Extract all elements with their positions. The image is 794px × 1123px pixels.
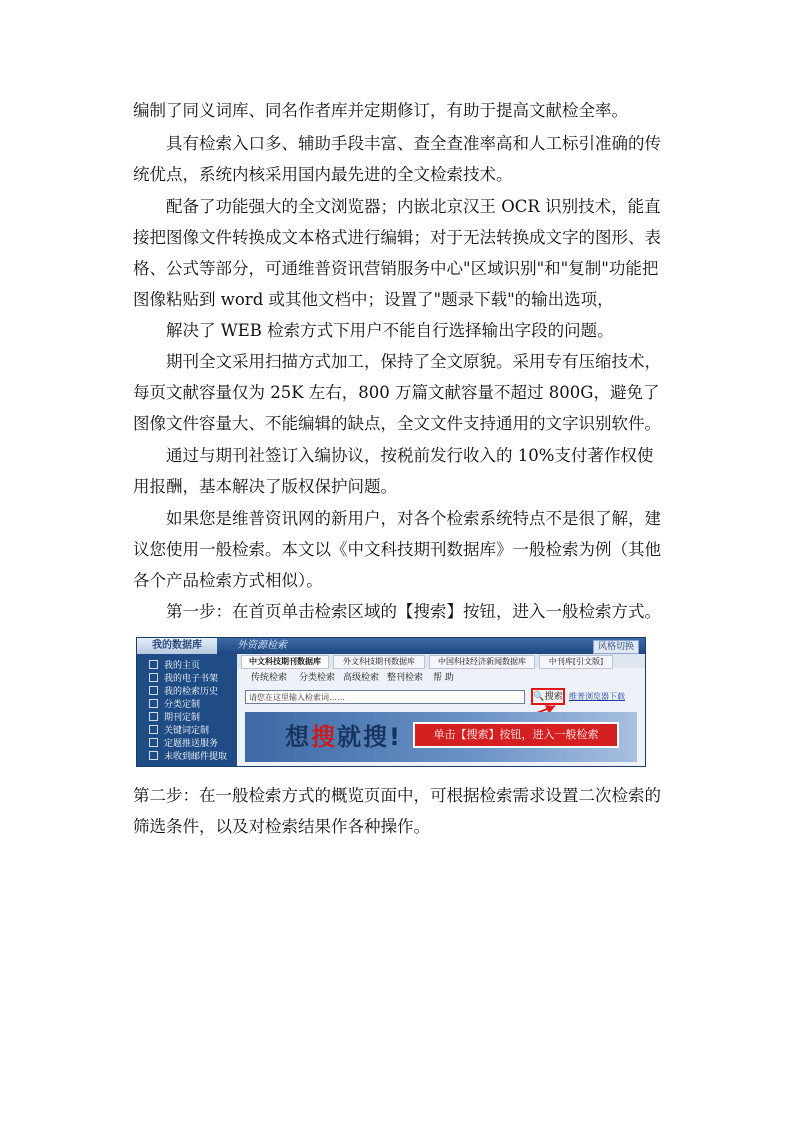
sidebar-item-search-history[interactable]: 我的检索历史 (149, 686, 218, 699)
magnifier-icon: 🔍 (533, 692, 545, 702)
sidebar-item-journal-subscription[interactable]: 期刊定制 (149, 712, 200, 725)
sidebar-item-category-subscription[interactable]: 分类定制 (149, 699, 200, 712)
slogan-text: 想搜就搜! (285, 723, 402, 751)
square-bullet-icon (149, 712, 158, 721)
browser-download-link[interactable]: 维普浏览器下载 (569, 692, 625, 701)
nav-journal-search[interactable]: 整刊检索 (387, 673, 424, 683)
search-input[interactable]: 请您在这里输入检索词…… (245, 690, 525, 704)
paragraph-2: 具有检索入口多、辅助手段丰富、查全查准率高和人工标引准确的传统优点，系统内核采用国内最先进的全文检索技术。 (133, 134, 661, 184)
paragraph-7: 如果您是维普资讯网的新用户，对各个检索系统特点不是很了解，建议您使用一般检索。本文以《中文科技期刊数据库》一般检索为例（其他各个产品检索方式相似）。 (133, 509, 661, 590)
top-tab-bar (137, 638, 645, 654)
search-screenshot-figure (136, 637, 646, 767)
square-bullet-icon (149, 751, 158, 760)
paragraph-9: 第二步：在一般检索方式的概览页面中，可根据检索需求设置二次检索的筛选条件，以及对检索结果作各种操作。 (133, 786, 661, 836)
sidebar-item-my-home[interactable]: 我的主页 (149, 660, 200, 673)
sidebar-item-keyword-subscription[interactable]: 关键词定制 (149, 725, 209, 738)
sidebar-item-mail-retrieval[interactable]: 未收到邮件提取 (149, 751, 227, 764)
square-bullet-icon (149, 738, 158, 747)
callout-label: 单击【搜索】按钮，进入一般检索 (413, 722, 619, 748)
main-panel (237, 654, 645, 766)
nav-advanced-search[interactable]: 高级检索 (343, 673, 380, 683)
paragraph-6: 通过与期刊社签订入编协议，按税前发行收入的 10%支付著作权使用报酬，基本解决了版权保护问题。 (133, 446, 654, 496)
sidebar (137, 654, 237, 766)
square-bullet-icon (149, 660, 158, 669)
tab-foreign-journal-db[interactable]: 外文科技期刊数据库 (333, 655, 425, 669)
tab-outer-resource-search[interactable]: 外资源检索 (237, 640, 287, 651)
square-bullet-icon (149, 686, 158, 695)
nav-help[interactable]: 帮 助 (433, 673, 454, 683)
square-bullet-icon (149, 699, 158, 708)
tab-economic-news-db[interactable]: 中国科技经济新闻数据库 (429, 655, 535, 669)
nav-traditional-search[interactable]: 传统检索 (251, 673, 288, 683)
paragraph-8: 第一步：在首页单击检索区域的【搜索】按钮，进入一般检索方式。 (166, 602, 661, 621)
paragraph-4: 解决了 WEB 检索方式下用户不能自行选择输出字段的问题。 (166, 321, 614, 340)
tab-my-database[interactable]: 我的数据库 (137, 638, 217, 654)
paragraph-1: 编制了同义词库、同名作者库并定期修订，有助于提高文献检全率。 (133, 101, 628, 120)
style-switch-button[interactable]: 风格切换 (593, 640, 639, 654)
sidebar-item-ebook-shelf[interactable]: 我的电子书架 (149, 673, 218, 686)
slogan-banner (245, 712, 637, 762)
sidebar-item-topic-push[interactable]: 定题推送服务 (149, 738, 218, 751)
nav-category-search[interactable]: 分类检索 (299, 673, 336, 683)
paragraph-3: 配备了功能强大的全文浏览器；内嵌北京汉王 OCR 识别技术，能直接把图像文件转换成文本格式进行编辑；对于无法转换成文字的图形、表格、公式等部分，可通维普资讯营销服务中心"区域识别"和"复制"功能把图像粘贴到 word 或其他文档中；设置了"题录下载"的输出选项， (133, 197, 661, 309)
search-button[interactable]: 🔍搜索 (531, 688, 565, 705)
paragraph-5: 期刊全文采用扫描方式加工，保持了全文原貌。采用专有压缩技术，每页文献容量仅为 25K 左右，800 万篇文献容量不超过 800G，避免了图像文件容量大、不能编辑的缺点，全文文件支持通用的文字识别软件。 (133, 352, 661, 433)
tab-chinese-journal-db[interactable]: 中文科技期刊数据库 (241, 655, 329, 669)
tab-citation-db[interactable]: 中刊库[引文版] (539, 655, 613, 669)
square-bullet-icon (149, 673, 158, 682)
square-bullet-icon (149, 725, 158, 734)
